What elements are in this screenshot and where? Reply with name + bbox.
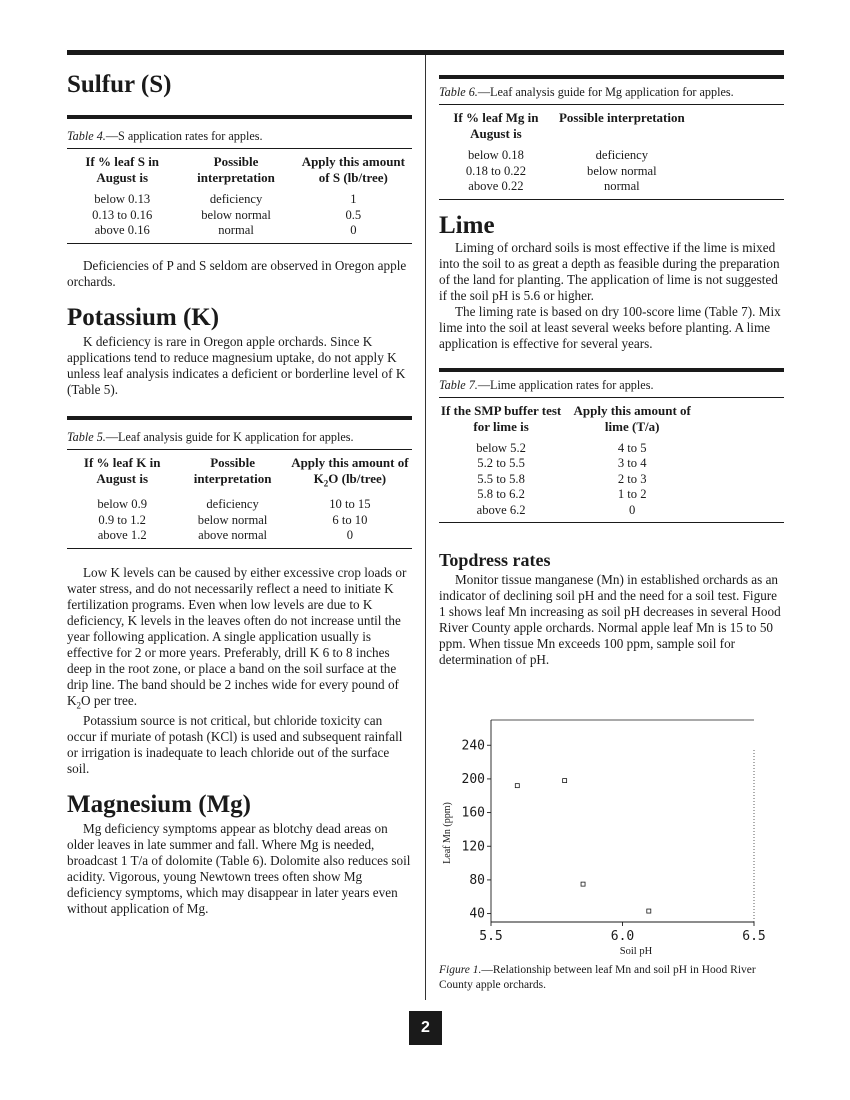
sulfur-heading: Sulfur (S) (67, 71, 172, 98)
y-tick-label: 200 (461, 771, 485, 787)
table-row: 0.13 to 0.16 below normal 0.5 (92, 207, 362, 222)
table-7-header: Apply this amount of lime (T/a) (573, 402, 691, 434)
figure-1-caption: Figure 1.—Relationship between leaf Mn and soil pH in Hood River County apple orchards. (439, 964, 756, 991)
potassium-intro: K deficiency is rare in Oregon apple orchards. Since K applications tend to reduce magnesium uptake, do not apply K unless leaf analysis indicates a deficient or borderline level of K (Table 5). (67, 333, 406, 397)
table-4-header: If % leaf S in August is (85, 154, 160, 185)
y-tick-label: 160 (461, 805, 485, 821)
x-axis-label: Soil pH (619, 946, 653, 957)
table-row: 5.2 to 5.5 3 to 4 (477, 456, 647, 470)
table-5-caption: Table 5.—Leaf analysis guide for K application for apples. (67, 420, 412, 450)
table-5-header: Apply this amount of $K_2O$ (lb/tree) (291, 454, 409, 489)
potassium-heading: Potassium (K) (67, 303, 220, 331)
table-6-header: If % leaf Mg in August is (453, 110, 539, 141)
magnesium-heading: Magnesium (Mg) (67, 791, 251, 819)
table-row: above 0.22 normal (468, 179, 640, 193)
magnesium-para: Mg deficiency symptoms appear as blotchy dead areas on older leaves in late summer and fall. Where Mg is needed, broadcast 1 T/a of dolomite (Table 6). Dolomite also reduces soil acidity. Vigorous, young Newtown trees often show Mg deficiency symptoms, which may disappear in later years even without application of Mg. (67, 821, 411, 917)
lime-para-1: Liming of orchard soils is most effective if the lime is mixed into the soil to as great a depth as feasible during the preparation of the land for planting. The application of lime is not suggested if the soil pH is 5.6 or higher. (439, 239, 780, 303)
table-4-caption: Table 4.—S application rates for apples. (67, 119, 412, 149)
x-tick-label: 6.0 (610, 929, 635, 944)
table-row: 5.5 to 5.8 2 to 3 (477, 471, 647, 486)
table-6 (439, 75, 784, 200)
right-column (439, 55, 784, 668)
table-5-header: Possible interpretation (193, 454, 272, 486)
sulfur-note: Deficiencies of P and S seldom are observed in Oregon apple orchards. (67, 257, 407, 289)
table-row: above 6.2 0 (476, 502, 636, 517)
data-point (581, 882, 585, 886)
table-7-header: If the SMP buffer test for lime is (440, 402, 562, 434)
left-column (67, 55, 412, 917)
table-row: above 1.2 above normal 0 (97, 528, 354, 543)
lime-para-2: The liming rate is based on dry 100-score lime (Table 7). Mix lime into the soil at least several weeks before planting. A lime application is effective for several years. (439, 303, 781, 351)
column-divider (425, 55, 426, 1000)
table-row: above 0.16 normal 0 (94, 223, 357, 237)
data-point (563, 779, 567, 783)
table-5-header: If % leaf K in August is (83, 454, 161, 486)
data-point (515, 784, 519, 788)
data-point (647, 909, 651, 913)
y-tick-label: 240 (461, 738, 485, 754)
table-7-caption: Table 7.—Lime application rates for apples. (439, 372, 784, 398)
y-tick-label: 120 (461, 839, 485, 855)
table-5 (67, 416, 412, 549)
y-tick-label: 80 (469, 872, 485, 888)
figure-1-scatter-chart (439, 710, 784, 960)
page-number: 2 (409, 1011, 442, 1045)
table-4-header: Possible interpretation (197, 154, 275, 185)
table-row: 0.9 to 1.2 below normal 6 to 10 (98, 512, 368, 527)
table-row: below 0.18 deficiency (467, 148, 649, 162)
table-row: below 0.9 deficiency 10 to 15 (97, 497, 371, 512)
table-4-header: Apply this amount of S (lb/tree) (301, 154, 405, 185)
table-4 (67, 115, 412, 244)
table-row: 0.18 to 0.22 below normal (465, 163, 657, 178)
potassium-para-1: Low K levels can be caused by either excessive crop loads or water stress, and do not necessarily reflect a need to initiate K fertilization programs. Even when low levels are due to K deficiency, K levels in the leaves often do not increase until the year following application. A single application usually is effective for 2 or more years. Preferably, drill K 6 to 8 inches deep in the root zone, or place a band on the soil surface at the drip line. The band should be 2 inches wide for every pound of $K_2O$ per tree. (67, 564, 407, 711)
x-tick-label: 6.5 (742, 929, 766, 944)
y-axis-label: Leaf Mn (ppm) (442, 802, 453, 864)
table-row: below 5.2 4 to 5 (476, 440, 647, 455)
topdress-para: Monitor tissue manganese (Mn) in established orchards as an indicator of declining soil pH and the need for a soil test. Figure 1 shows leaf Mn increasing as soil pH decreases in several Hood River County apple orchards. Normal apple leaf Mn is 15 to 50 ppm. When tissue Mn exceeds 100 ppm, sample soil for determination of pH. (439, 572, 781, 667)
y-tick-label: 40 (469, 906, 485, 922)
table-6-header: Possible interpretation (558, 110, 685, 125)
lime-heading: Lime (439, 211, 495, 239)
table-row: below 0.13 deficiency 1 (94, 192, 357, 206)
x-tick-label: 5.5 (479, 929, 503, 944)
table-7 (439, 368, 784, 524)
topdress-heading: Topdress rates (439, 550, 551, 570)
potassium-para-2: Potassium source is not critical, but chloride toxicity can occur if muriate of potash (KCl) is used and subsequent rainfall or irrigation is inadequate to leach chloride out of the surface soil. (67, 713, 403, 777)
table-6-caption: Table 6.—Leaf analysis guide for Mg application for apples. (439, 79, 784, 105)
table-row: 5.8 to 6.2 1 to 2 (477, 487, 647, 501)
